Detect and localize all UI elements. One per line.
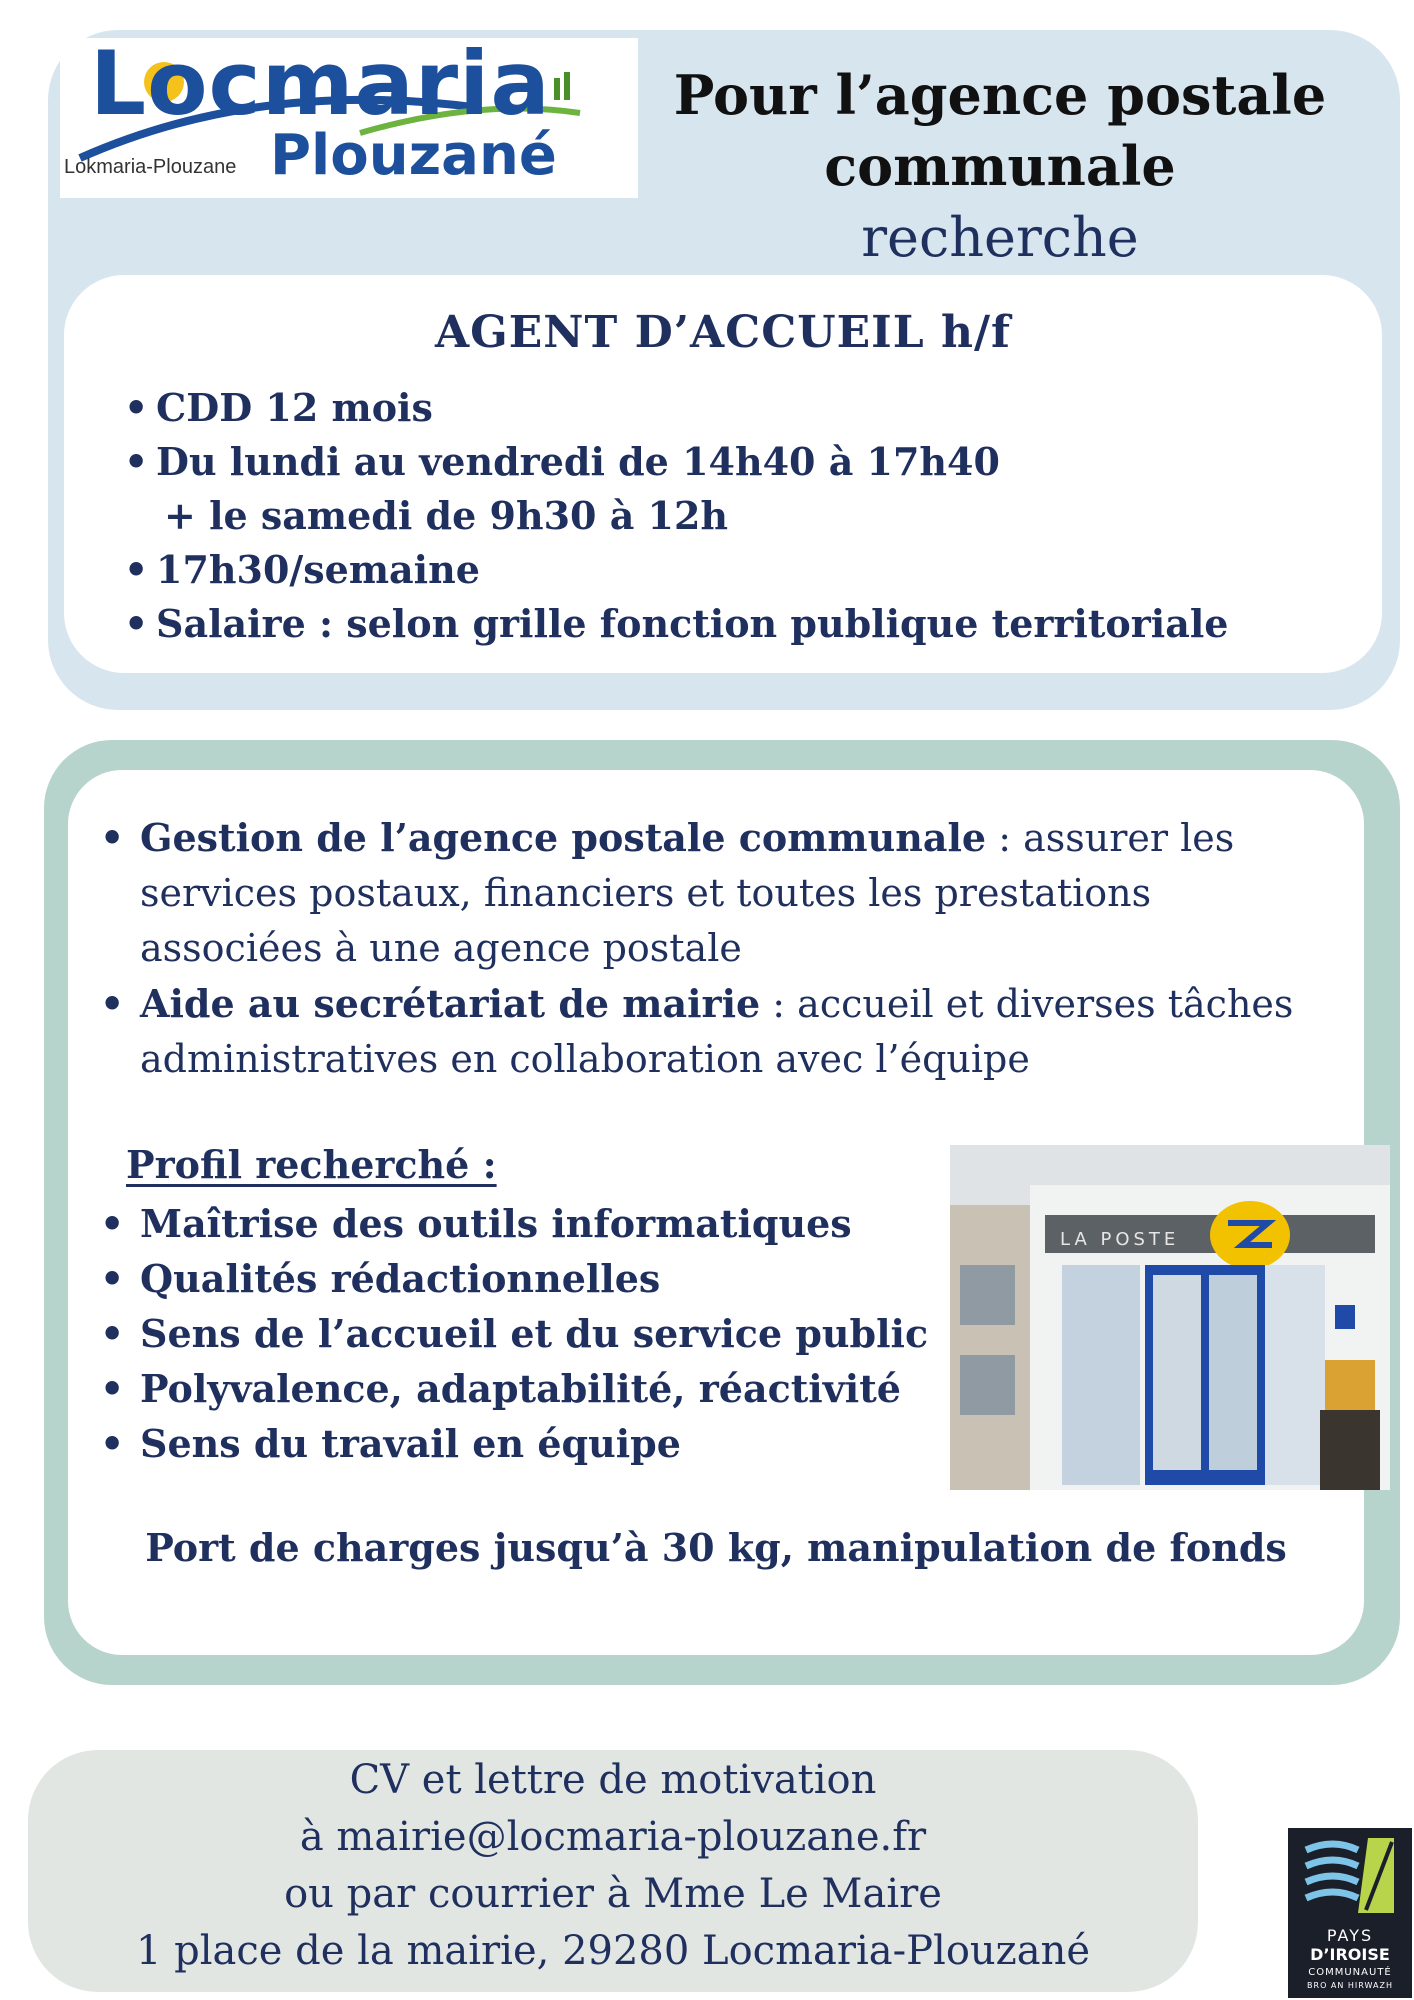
list-item-continuation: administratives en collaboration avec l’équipe xyxy=(140,1037,1030,1081)
bullet-icon: • xyxy=(100,981,125,1026)
list-item: • Polyvalence, adaptabilité, réactivité xyxy=(100,1361,928,1416)
list-item: • Aide au secrétariat de mairie : accueil et diverses tâches xyxy=(100,976,1293,1032)
list-item-continuation: associées à une agence postale xyxy=(140,926,742,970)
post-office-photo xyxy=(950,1145,1390,1490)
bullet-icon: • xyxy=(100,1311,125,1356)
list-item: • Sens du travail en équipe xyxy=(100,1416,928,1471)
bullet-icon: • xyxy=(100,1421,125,1466)
bullet-icon: • xyxy=(100,1366,125,1411)
headline-line3: recherche xyxy=(861,206,1139,269)
contact-info xyxy=(28,1752,1198,1980)
pays-line3: COMMUNAUTÉ xyxy=(1308,1967,1392,1978)
la-poste-sign: LA POSTE xyxy=(1060,1229,1180,1250)
pays-iroise-emblem-icon xyxy=(1288,1828,1412,1923)
bullet-icon: • xyxy=(124,385,149,430)
list-item: • 17h30/semaine xyxy=(124,543,1228,597)
locmaria-logo xyxy=(60,32,638,198)
job-title: AGENT D’ACCUEIL h/f xyxy=(435,307,1011,358)
contact-email[interactable]: à mairie@locmaria-plouzane.fr xyxy=(299,1814,927,1860)
list-item: • Gestion de l’agence postale communale : assurer les xyxy=(100,810,1293,866)
bullet-icon: • xyxy=(100,815,125,860)
job-details-list xyxy=(124,381,1228,651)
post-office-illustration xyxy=(950,1145,1390,1490)
headline-line2: communale xyxy=(824,134,1176,198)
bullet-icon: • xyxy=(124,547,149,592)
list-item-continuation: + le samedi de 9h30 à 12h xyxy=(164,493,729,538)
logo-brand-bottom: Plouzané xyxy=(270,123,557,188)
list-item: • Qualités rédactionnelles xyxy=(100,1251,928,1306)
contact-address: 1 place de la mairie, 29280 Locmaria-Plouzané xyxy=(135,1928,1091,1974)
pays-line1: PAYS xyxy=(1326,1926,1374,1945)
contact-line: CV et lettre de motivation xyxy=(349,1757,877,1803)
list-item: • Salaire : selon grille fonction publique territoriale xyxy=(124,597,1228,651)
contact-line: ou par courrier à Mme Le Maire xyxy=(284,1871,942,1917)
list-item-continuation: services postaux, financiers et toutes les prestations xyxy=(140,871,1152,915)
job-card xyxy=(64,275,1382,673)
list-item: • Maîtrise des outils informatiques xyxy=(100,1196,928,1251)
profile-title: Profil recherché : xyxy=(126,1142,497,1187)
pays-iroise-logo xyxy=(1288,1828,1412,1998)
logo-subtitle: Lokmaria-Plouzane xyxy=(64,156,237,178)
list-item: • Sens de l’accueil et du service public xyxy=(100,1306,928,1361)
headline xyxy=(650,60,1350,273)
pays-line4: BRO AN HIRWAZH xyxy=(1307,1981,1393,1990)
list-item: • Du lundi au vendredi de 14h40 à 17h40 xyxy=(124,435,1228,489)
list-item: • CDD 12 mois xyxy=(124,381,1228,435)
requirements-note: Port de charges jusqu’à 30 kg, manipulation de fonds xyxy=(145,1525,1287,1570)
headline-line1: Pour l’agence postale xyxy=(673,63,1327,127)
bullet-icon: • xyxy=(100,1256,125,1301)
missions-list xyxy=(100,810,1293,1087)
logo-brand-top: Locmaria xyxy=(90,32,551,135)
bullet-icon: • xyxy=(124,439,149,484)
bullet-icon: • xyxy=(100,1201,125,1246)
pays-line2: D’IROISE xyxy=(1310,1945,1390,1964)
bullet-icon: • xyxy=(124,601,149,646)
profile-list xyxy=(100,1196,928,1471)
